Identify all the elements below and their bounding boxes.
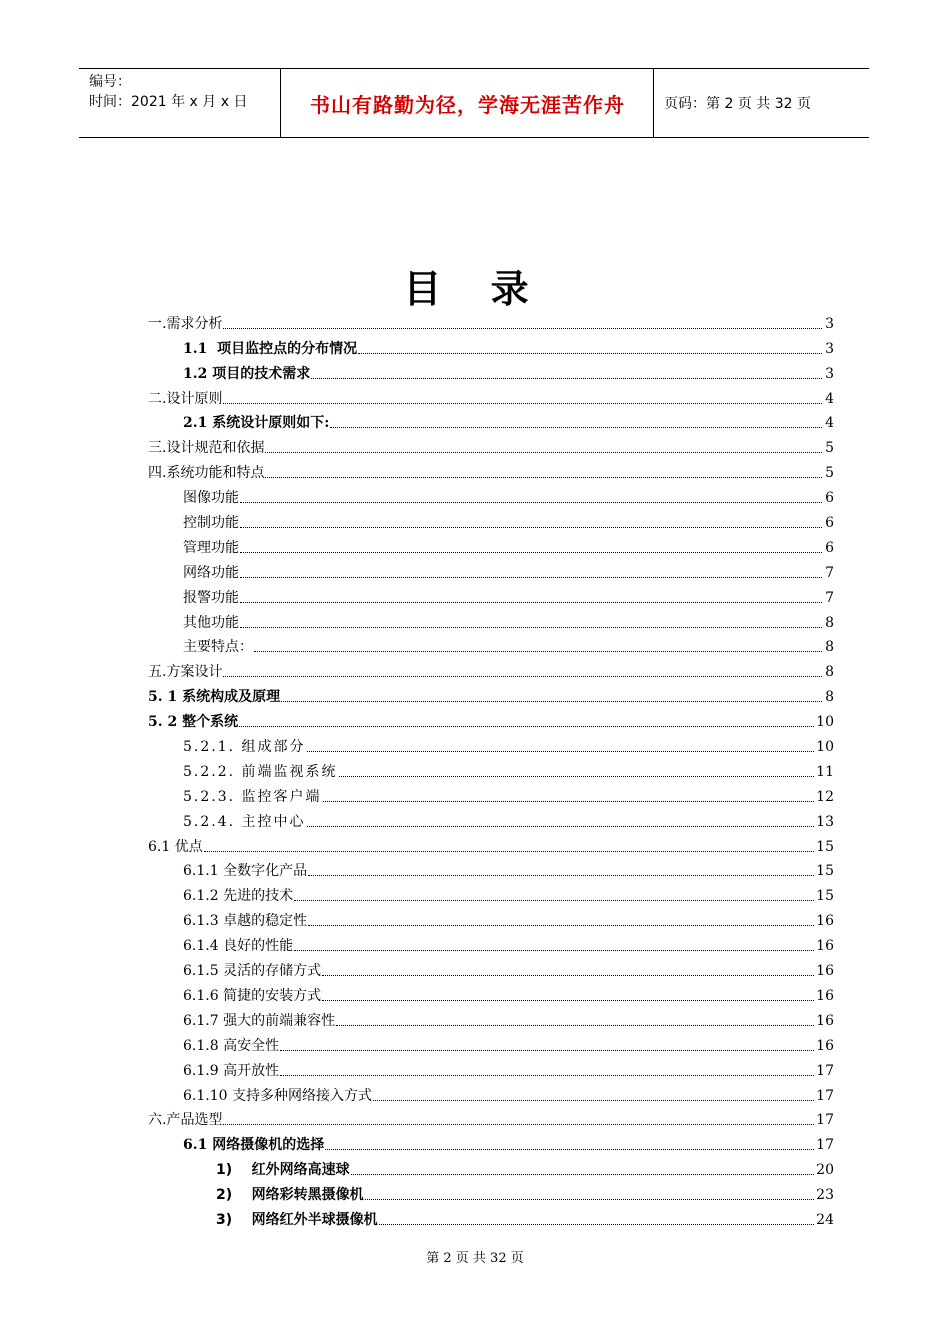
toc-entry-page: 5: [825, 440, 834, 457]
page-code-text: 页码：第 2 页 共 32 页: [664, 96, 811, 112]
toc-dot-leader: [358, 352, 822, 354]
toc-dot-leader: [240, 501, 822, 503]
motto-cell: [282, 69, 654, 137]
toc-entry-page: 7: [825, 564, 834, 581]
toc-entry-page: 16: [816, 963, 834, 980]
toc-entry-page: 17: [816, 1137, 834, 1154]
toc-entry-label: 6.1 优点: [148, 838, 203, 855]
toc-entry-page: 6: [825, 490, 834, 507]
toc-entry[interactable]: [148, 582, 834, 607]
toc-dot-leader: [339, 775, 815, 777]
toc-entry-label: 管理功能: [183, 539, 239, 556]
toc-dot-leader: [223, 1123, 814, 1125]
toc-entry-page: 16: [816, 913, 834, 930]
toc-dot-leader: [294, 899, 814, 901]
toc-entry-label: 5.2.1. 组成部分: [183, 739, 306, 756]
time-label: 时间：2021 年 x 月 x 日: [89, 94, 248, 110]
toc-entry[interactable]: [148, 731, 834, 756]
toc-dot-leader: [322, 999, 814, 1001]
toc-dot-leader: [223, 327, 822, 329]
toc-entry-page: 15: [816, 888, 834, 905]
toc-entry[interactable]: [148, 308, 834, 333]
toc-entry-page: 8: [825, 689, 834, 706]
toc-entry-page: 12: [816, 788, 834, 805]
toc-entry-label: 6.1.10 支持多种网络接入方式: [183, 1087, 372, 1104]
toc-entry[interactable]: [148, 632, 834, 657]
page-code-cell: [654, 69, 869, 137]
toc-entry-page: 16: [816, 1037, 834, 1054]
toc-dot-leader: [365, 1198, 815, 1200]
toc-entry-label: 5. 1 系统构成及原理: [148, 689, 281, 706]
toc-entry-page: 8: [825, 614, 834, 631]
header-table: [79, 68, 869, 138]
toc-entry-page: 3: [825, 340, 834, 357]
toc-dot-leader: [307, 750, 815, 752]
motto-text: 书山有路勤为径，学海无涯苦作舟: [310, 92, 625, 117]
toc-entry-label: 一.需求分析: [148, 315, 223, 332]
toc-entry[interactable]: [148, 1105, 834, 1130]
toc-entry[interactable]: [148, 507, 834, 532]
toc-entry-page: 13: [816, 813, 834, 830]
toc-entry-page: 17: [816, 1062, 834, 1079]
toc-entry[interactable]: [148, 856, 834, 881]
toc-entry-label: 6.1.7 强大的前端兼容性: [183, 1012, 336, 1029]
toc-entry-page: 11: [816, 763, 834, 780]
toc-entry-label: 6.1.3 卓越的稳定性: [183, 913, 308, 930]
toc-entry[interactable]: [148, 432, 834, 457]
toc-dot-leader: [265, 451, 822, 453]
toc-entry[interactable]: [148, 1204, 834, 1229]
toc-entry-label: 6.1.9 高开放性: [183, 1062, 280, 1079]
toc-entry-page: 3: [825, 315, 834, 332]
toc-entry-label: 3) 网络红外半球摄像机: [216, 1211, 378, 1228]
toc-entry-label: 2) 网络彩转黑摄像机: [216, 1187, 364, 1204]
toc-dot-leader: [281, 700, 822, 702]
toc-entry[interactable]: [148, 806, 834, 831]
toc-dot-leader: [240, 626, 822, 628]
toc-entry[interactable]: [148, 557, 834, 582]
toc-entry-page: 17: [816, 1112, 834, 1129]
toc-dot-leader: [322, 974, 814, 976]
toc-dot-leader: [308, 924, 814, 926]
toc-entry-page: 16: [816, 1012, 834, 1029]
toc-entry-page: 10: [816, 714, 834, 731]
toc-entry-page: 16: [816, 938, 834, 955]
toc-dot-leader: [240, 526, 822, 528]
toc-dot-leader: [254, 650, 822, 652]
page-title: 目 录: [403, 267, 547, 311]
toc-entry-label: 二.设计原则: [148, 390, 223, 407]
toc-entry-page: 7: [825, 589, 834, 606]
toc-entry-page: 4: [825, 415, 834, 432]
toc-entry-label: 2.1 系统设计原则如下:: [183, 415, 330, 432]
toc-dot-leader: [280, 1049, 814, 1051]
toc-entry[interactable]: [148, 1005, 834, 1030]
toc-entry-page: 6: [825, 515, 834, 532]
toc-entry[interactable]: [148, 706, 834, 731]
toc-entry-label: 1.1 项目监控点的分布情况: [183, 340, 358, 357]
toc-entry-label: 六.产品选型: [148, 1112, 223, 1129]
toc-entry-label: 6.1.1 全数字化产品: [183, 863, 308, 880]
toc-dot-leader: [204, 850, 814, 852]
toc-entry[interactable]: [148, 656, 834, 681]
toc-entry[interactable]: [148, 930, 834, 955]
toc-dot-leader: [308, 874, 814, 876]
toc-dot-leader: [223, 402, 822, 404]
toc-entry[interactable]: [148, 1055, 834, 1080]
toc-entry[interactable]: [148, 358, 834, 383]
toc-dot-leader: [265, 476, 822, 478]
toc-dot-leader: [307, 825, 815, 827]
toc-entry-page: 5: [825, 465, 834, 482]
toc-entry-label: 5. 2 整个系统: [148, 714, 239, 731]
toc-entry[interactable]: [148, 905, 834, 930]
toc-entry-page: 3: [825, 365, 834, 382]
header-info-cell: [79, 69, 281, 137]
toc-entry[interactable]: [148, 1080, 834, 1105]
toc-dot-leader: [294, 949, 814, 951]
toc-entry[interactable]: [148, 681, 834, 706]
toc-entry-page: 15: [816, 863, 834, 880]
toc-entry-label: 6.1.4 良好的性能: [183, 938, 294, 955]
toc-entry[interactable]: [148, 1154, 834, 1179]
toc-entry[interactable]: [148, 1129, 834, 1154]
toc-entry[interactable]: [148, 980, 834, 1005]
toc-entry[interactable]: [148, 781, 834, 806]
toc-entry-label: 6.1 网络摄像机的选择: [183, 1137, 325, 1154]
toc-entry-page: 8: [825, 639, 834, 656]
toc-entry[interactable]: [148, 955, 834, 980]
page-footer: 第 2 页 共 32 页: [426, 1251, 524, 1266]
toc-dot-leader: [311, 377, 822, 379]
toc-dot-leader: [240, 601, 822, 603]
toc-entry[interactable]: [148, 607, 834, 632]
toc-entry[interactable]: [148, 408, 834, 433]
toc-entry-label: 1) 红外网络高速球: [216, 1162, 350, 1179]
toc-entry[interactable]: [148, 1030, 834, 1055]
toc-dot-leader: [379, 1223, 815, 1225]
toc-dot-leader: [336, 1024, 814, 1026]
toc-entry-label: 其他功能: [183, 614, 239, 631]
toc-dot-leader: [223, 675, 822, 677]
toc-dot-leader: [330, 426, 822, 428]
table-of-contents: [148, 308, 834, 1229]
number-label: 编号：: [89, 74, 131, 90]
toc-entry-label: 四.系统功能和特点: [148, 465, 265, 482]
toc-entry[interactable]: [148, 756, 834, 781]
toc-entry-label: 主要特点：: [183, 639, 253, 656]
toc-entry[interactable]: [148, 482, 834, 507]
toc-entry-label: 三.设计规范和依据: [148, 440, 265, 457]
toc-entry-label: 五.方案设计: [148, 664, 223, 681]
toc-entry[interactable]: [148, 383, 834, 408]
toc-entry-label: 5.2.4. 主控中心: [183, 813, 306, 830]
toc-dot-leader: [325, 1148, 814, 1150]
toc-entry-label: 网络功能: [183, 564, 239, 581]
toc-entry-label: 1.2 项目的技术需求: [183, 365, 311, 382]
toc-dot-leader: [240, 551, 822, 553]
toc-entry[interactable]: [148, 333, 834, 358]
toc-entry-label: 6.1.6 简捷的安装方式: [183, 987, 322, 1004]
toc-dot-leader: [240, 576, 822, 578]
toc-dot-leader: [351, 1173, 815, 1175]
toc-entry[interactable]: [148, 457, 834, 482]
toc-dot-leader: [373, 1099, 814, 1101]
toc-entry[interactable]: [148, 1179, 834, 1204]
toc-entry-page: 24: [816, 1211, 834, 1228]
toc-entry-label: 6.1.2 先进的技术: [183, 888, 294, 905]
toc-entry-label: 5.2.3. 监控客户端: [183, 788, 322, 805]
toc-entry-page: 4: [825, 390, 834, 407]
toc-entry-page: 10: [816, 739, 834, 756]
toc-entry-page: 23: [816, 1187, 834, 1204]
toc-entry-label: 5.2.2. 前端监视系统: [183, 763, 338, 780]
toc-entry-page: 6: [825, 539, 834, 556]
toc-entry-page: 20: [816, 1162, 834, 1179]
toc-entry-label: 控制功能: [183, 515, 239, 532]
toc-entry-label: 图像功能: [183, 490, 239, 507]
toc-dot-leader: [323, 800, 815, 802]
toc-entry[interactable]: [148, 831, 834, 856]
toc-entry-label: 报警功能: [183, 589, 239, 606]
toc-dot-leader: [239, 725, 814, 727]
toc-entry[interactable]: [148, 880, 834, 905]
toc-entry-page: 8: [825, 664, 834, 681]
toc-dot-leader: [280, 1074, 814, 1076]
toc-entry-label: 6.1.5 灵活的存储方式: [183, 963, 322, 980]
toc-entry-page: 16: [816, 987, 834, 1004]
toc-entry-label: 6.1.8 高安全性: [183, 1037, 280, 1054]
toc-entry[interactable]: [148, 532, 834, 557]
toc-entry-page: 17: [816, 1087, 834, 1104]
toc-entry-page: 15: [816, 838, 834, 855]
